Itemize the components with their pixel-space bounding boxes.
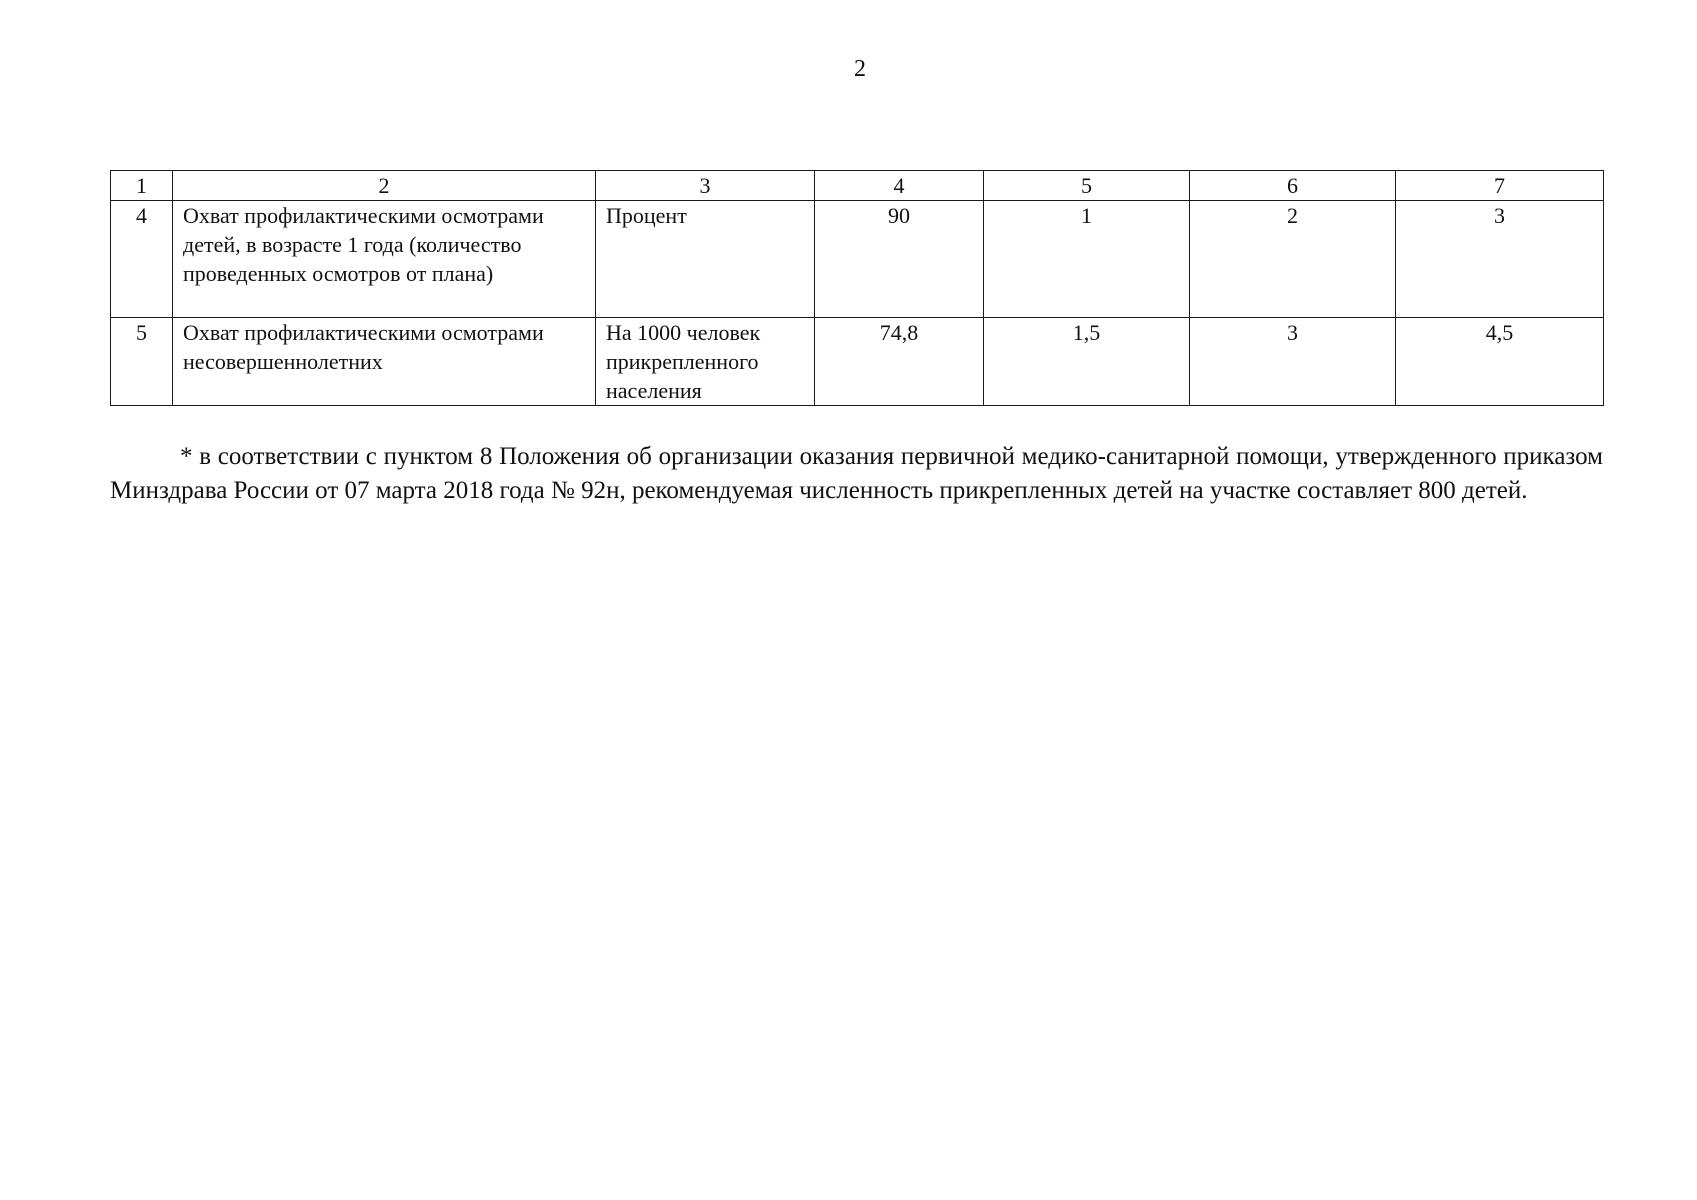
value-col7: 4,5 xyxy=(1396,318,1604,406)
column-number: 7 xyxy=(1396,171,1604,201)
column-number-row xyxy=(111,171,1604,201)
column-number: 2 xyxy=(173,171,596,201)
unit-of-measure: Процент xyxy=(596,201,815,318)
value-col4: 90 xyxy=(815,201,984,318)
row-number: 5 xyxy=(111,318,173,406)
row-number: 4 xyxy=(111,201,173,318)
column-number: 1 xyxy=(111,171,173,201)
value-col5: 1 xyxy=(984,201,1190,318)
page-number: 2 xyxy=(854,56,866,82)
table-row xyxy=(111,318,1604,406)
column-number: 6 xyxy=(1190,171,1396,201)
footnote: * в соответствии с пунктом 8 Положения об организации оказания первичной медико-санитарной помощи, утвержденного приказом Минздрава России от 07 марта 2018 года № 92н, рекомендуемая численность прикрепленных детей на участке составляет 800 детей. xyxy=(110,443,1603,504)
column-number: 4 xyxy=(815,171,984,201)
value-col7: 3 xyxy=(1396,201,1604,318)
table-row xyxy=(111,201,1604,318)
unit-of-measure: На 1000 человек прикрепленного населения xyxy=(596,318,815,406)
value-col5: 1,5 xyxy=(984,318,1190,406)
column-number: 5 xyxy=(984,171,1190,201)
indicators-table xyxy=(110,170,1604,406)
value-col4: 74,8 xyxy=(815,318,984,406)
indicator-name: Охват профилактическими осмотрами детей, в возрасте 1 года (количество проведенных осмотров от плана) xyxy=(173,201,596,318)
indicator-name: Охват профилактическими осмотрами несовершеннолетних xyxy=(173,318,596,406)
value-col6: 2 xyxy=(1190,201,1396,318)
column-number: 3 xyxy=(596,171,815,201)
value-col6: 3 xyxy=(1190,318,1396,406)
